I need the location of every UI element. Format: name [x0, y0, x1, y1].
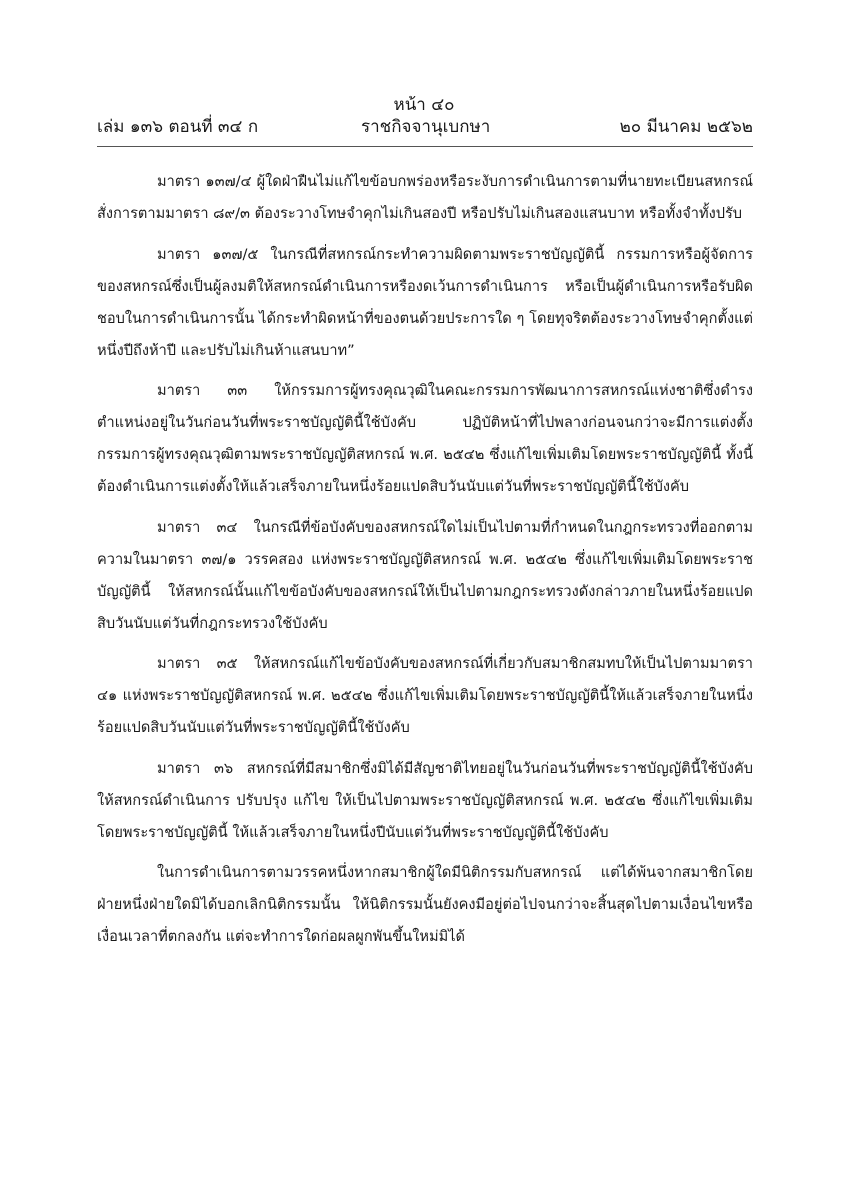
section-36-paragraph: มาตรา ๓๖ สหกรณ์ที่มีสมาชิกซึ่งมิได้มีสัญชาติไทยอยู่ในวันก่อนวันที่พระราชบัญญัตินี้ใช้บังคับ ให้สหกรณ์ดำเนินการ ปรับปรุง แก้ไข ให้เป็นไปตามพระราชบัญญัติสหกรณ์ พ.ศ. ๒๕๔๒ ซึ่งแก้ไขเพิ่มเติมโดยพระราชบัญญัตินี้ ให้แล้วเสร็จภายในหนึ่งปีนับแต่วันที่พระราชบัญญัตินี้ใช้บังคับ — [97, 759, 753, 841]
document-body — [97, 166, 753, 962]
gazette-title: ราชกิจจานุเบกษา — [361, 117, 491, 137]
section-33-paragraph: มาตรา ๓๓ ให้กรรมการผู้ทรงคุณวุฒิในคณะกรรมการพัฒนาการสหกรณ์แห่งชาติซึ่งดำรงตำแหน่งอยู่ในวันก่อนวันที่พระราชบัญญัตินี้ใช้บังคับ ปฏิบัติหน้าที่ไปพลางก่อนจนกว่าจะมีการแต่งตั้งกรรมการผู้ทรงคุณวุฒิตามพระราชบัญญัติสหกรณ์ พ.ศ. ๒๕๔๒ ซึ่งแก้ไขเพิ่มเติมโดยพระราชบัญญัตินี้ ทั้งนี้ ต้องดำเนินการแต่งตั้งให้แล้วเสร็จภายในหนึ่งร้อยแปดสิบวันนับแต่วันที่พระราชบัญญัตินี้ใช้บังคับ — [97, 382, 753, 495]
header-divider — [97, 146, 753, 147]
section-137-5-paragraph: มาตรา ๑๓๗/๕ ในกรณีที่สหกรณ์กระทำความผิดตามพระราชบัญญัตินี้ กรรมการหรือผู้จัดการของสหกรณ์ซึ่งเป็นผู้ลงมติให้สหกรณ์ดำเนินการหรืองดเว้นการดำเนินการ หรือเป็นผู้ดำเนินการหรือรับผิดชอบในการดำเนินการนั้น ได้กระทำผิดหน้าที่ของตนด้วยประการใด ๆ โดยทุจริตต้องระวางโทษจำคุกตั้งแต่หนึ่งปีถึงห้าปี และปรับไม่เกินห้าแสนบาท” — [97, 245, 753, 359]
section-34-paragraph: มาตรา ๓๔ ในกรณีที่ข้อบังคับของสหกรณ์ใดไม่เป็นไปตามที่กำหนดในกฎกระทรวงที่ออกตามความในมาตรา ๓๗/๑ วรรคสอง แห่งพระราชบัญญัติสหกรณ์ พ.ศ. ๒๕๔๒ ซึ่งแก้ไขเพิ่มเติมโดยพระราชบัญญัตินี้ ให้สหกรณ์นั้นแก้ไขข้อบังคับของสหกรณ์ให้เป็นไปตามกฎกระทรวงดังกล่าวภายในหนึ่งร้อยแปดสิบวันนับแต่วันที่กฎกระทรวงใช้บังคับ — [97, 518, 753, 632]
publication-date: ๒๐ มีนาคม ๒๕๖๒ — [619, 117, 753, 137]
issue-number: เล่ม ๑๓๖ ตอนที่ ๓๔ ก — [97, 117, 259, 137]
section-36-second-paragraph: ในการดำเนินการตามวรรคหนึ่งหากสมาชิกผู้ใดมีนิติกรรมกับสหกรณ์ แต่ได้พ้นจากสมาชิกโดยฝ่ายหนึ่งฝ่ายใดมิได้บอกเลิกนิติกรรมนั้น ให้นิติกรรมนั้นยังคงมีอยู่ต่อไปจนกว่าจะสิ้นสุดไปตามเงื่อนไขหรือเงื่อนเวลาที่ตกลงกัน แต่จะทำการใดก่อผลผูกพันขึ้นใหม่มิได้ — [97, 864, 753, 945]
page-number: หน้า ๔๐ — [393, 95, 455, 115]
section-137-4-paragraph: มาตรา ๑๓๗/๔ ผู้ใดฝ่าฝืนไม่แก้ไขข้อบกพร่องหรือระงับการดำเนินการตามที่นายทะเบียนสหกรณ์สั่งการตามมาตรา ๘๙/๓ ต้องระวางโทษจำคุกไม่เกินสองปี หรือปรับไม่เกินสองแสนบาท หรือทั้งจำทั้งปรับ — [97, 173, 753, 222]
section-35-paragraph: มาตรา ๓๕ ให้สหกรณ์แก้ไขข้อบังคับของสหกรณ์ที่เกี่ยวกับสมาชิกสมทบให้เป็นไปตามมาตรา ๔๑ แห่งพระราชบัญญัติสหกรณ์ พ.ศ. ๒๕๔๒ ซึ่งแก้ไขเพิ่มเติมโดยพระราชบัญญัตินี้ให้แล้วเสร็จภายในหนึ่งร้อยแปดสิบวันนับแต่วันที่พระราชบัญญัตินี้ใช้บังคับ — [97, 655, 753, 736]
